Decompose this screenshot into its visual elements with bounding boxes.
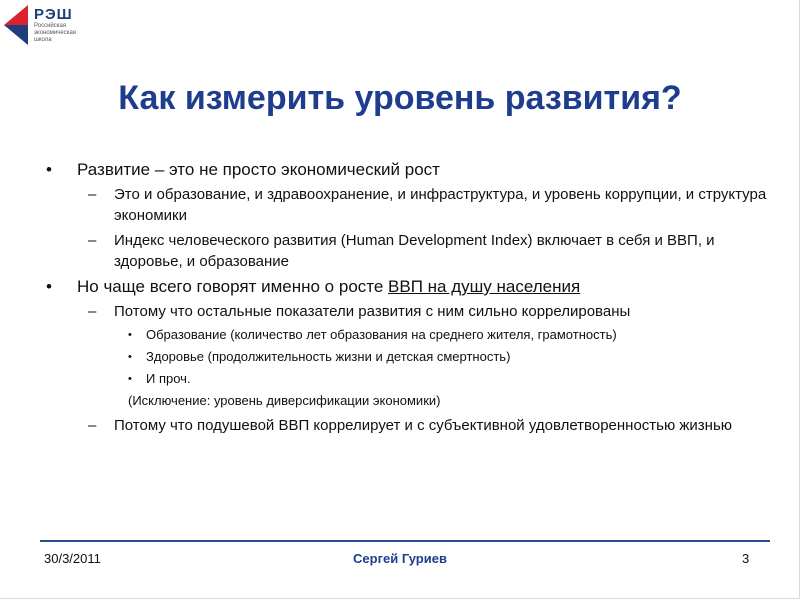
sub-sub-bullet-text: И проч. [146,371,191,386]
sub-bullet-item [44,230,774,272]
logo-triangle-icon [4,5,30,45]
logo [4,3,94,49]
sub-bullet-text: Это и образование, и здравоохранение, и инфраструктура, и уровень коррупции, и структура экономики [114,186,767,224]
sub-bullet-text: Индекс человеческого развития (Human Development Index) включает в себя и ВВП, и здоровье, и образование [114,232,715,270]
dot-marker: • [128,373,132,385]
sub-sub-bullet-item [44,348,774,366]
dash-marker: – [88,232,97,249]
sub-sub-bullet-text: Здоровье (продолжительность жизни и детская смертность) [146,349,511,364]
logo-subtitle: Российская экономическая школа [34,23,77,43]
bullet-item [44,276,774,297]
sub-sub-bullet-item [44,370,774,388]
underlined-phrase: ВВП на душу населения [388,277,581,296]
sub-bullet-item [44,184,774,226]
footer-divider [40,540,770,542]
page-number: 3 [742,551,750,566]
bullet-text: Но чаще всего говорят именно о росте [77,277,389,296]
slide-title: Как измерить уровень развития? [118,79,682,117]
dash-marker: – [88,417,97,434]
bullet-item [44,159,774,180]
footer-author: Сергей Гуриев [353,551,447,566]
sub-bullet-item [44,415,774,436]
logo-title: РЭШ [34,6,73,23]
footer-date: 30/3/2011 [44,551,101,566]
dot-marker: • [128,351,132,363]
exception-note: (Исключение: уровень диверсификации экономики) [128,393,441,408]
bullet-list [44,159,774,440]
sub-bullet-text: Потому что остальные показатели развития с ним сильно коррелированы [114,303,631,320]
sub-bullet-item [44,301,774,322]
sub-sub-bullet-item [44,326,774,344]
dash-marker: – [88,186,97,203]
sub-bullet-text: Потому что подушевой ВВП коррелирует и с субъективной удовлетворенностью жизнью [114,417,733,434]
bullet-marker: • [46,160,52,179]
bullet-marker: • [46,277,52,296]
dot-marker: • [128,329,132,341]
sub-sub-bullet-text: Образование (количество лет образования на среднего жителя, грамотность) [146,327,617,342]
dash-marker: – [88,303,97,320]
bullet-text: Развитие – это не просто экономический рост [77,160,440,179]
